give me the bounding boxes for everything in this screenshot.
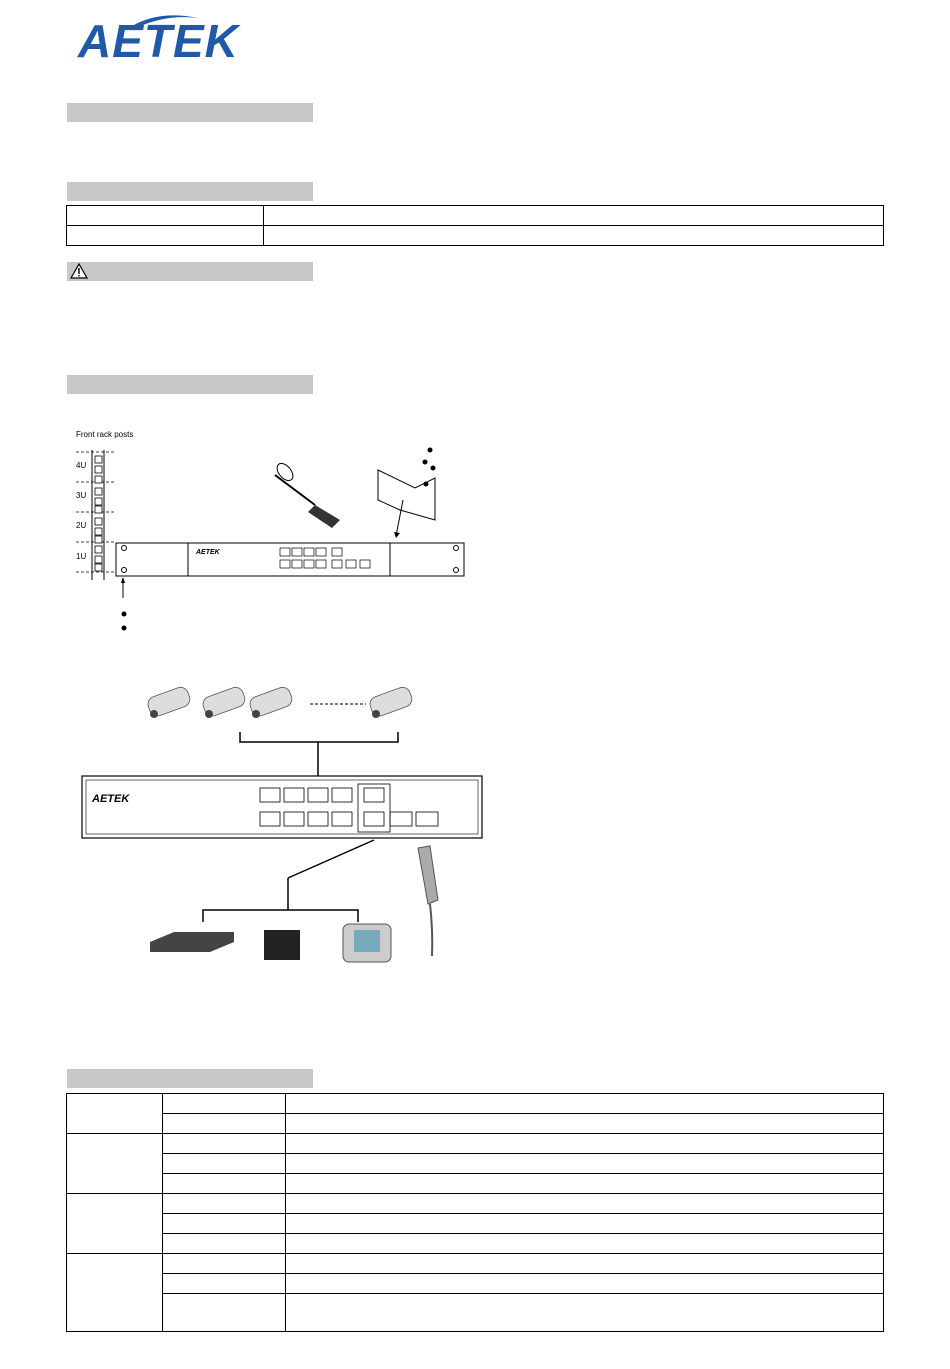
warning-bar bbox=[67, 262, 313, 281]
info-cell bbox=[264, 206, 884, 226]
spec-cell bbox=[163, 1214, 286, 1234]
spec-cell bbox=[286, 1194, 884, 1214]
spec-cell bbox=[286, 1214, 884, 1234]
info-cell bbox=[67, 226, 264, 246]
spec-group-cell bbox=[67, 1194, 163, 1254]
spec-cell bbox=[163, 1274, 286, 1294]
spec-cell bbox=[163, 1114, 286, 1134]
spec-cell bbox=[163, 1154, 286, 1174]
spec-cell bbox=[286, 1154, 884, 1174]
section-bar-4 bbox=[67, 1069, 313, 1088]
svg-text:AETEK: AETEK bbox=[196, 549, 220, 556]
rack-unit-4u: 4U bbox=[76, 461, 87, 470]
spec-group-cell bbox=[67, 1134, 163, 1194]
spec-table bbox=[66, 1093, 884, 1332]
svg-text:AETEK: AETEK bbox=[92, 793, 130, 805]
spec-cell bbox=[286, 1134, 884, 1154]
spec-cell bbox=[286, 1254, 884, 1274]
spec-cell bbox=[163, 1254, 286, 1274]
rack-unit-2u: 2U bbox=[76, 521, 87, 530]
section-bar-1 bbox=[67, 103, 313, 122]
rack-caption: Front rack posts bbox=[76, 430, 134, 439]
spec-cell bbox=[286, 1114, 884, 1134]
info-cell bbox=[67, 206, 264, 226]
spec-cell bbox=[286, 1234, 884, 1254]
rack-unit-1u: 1U bbox=[76, 552, 87, 561]
warning-icon bbox=[70, 263, 88, 279]
spec-cell bbox=[163, 1094, 286, 1114]
spec-cell bbox=[286, 1174, 884, 1194]
info-cell bbox=[264, 226, 884, 246]
brand-logo: AETEK bbox=[78, 15, 239, 67]
spec-cell bbox=[286, 1294, 884, 1332]
spec-cell bbox=[163, 1194, 286, 1214]
spec-cell bbox=[163, 1294, 286, 1332]
spec-cell bbox=[286, 1094, 884, 1114]
section-bar-2 bbox=[67, 182, 313, 201]
info-table bbox=[66, 205, 884, 246]
spec-group-cell bbox=[67, 1254, 163, 1332]
spec-group-cell bbox=[67, 1094, 163, 1134]
spec-cell bbox=[286, 1274, 884, 1294]
topology-diagram bbox=[78, 680, 498, 970]
spec-cell bbox=[163, 1134, 286, 1154]
rack-mount-diagram bbox=[70, 440, 470, 640]
spec-cell bbox=[163, 1174, 286, 1194]
rack-unit-3u: 3U bbox=[76, 491, 87, 500]
logo-swoosh-icon bbox=[130, 12, 200, 30]
spec-cell bbox=[163, 1234, 286, 1254]
section-bar-3 bbox=[67, 375, 313, 394]
